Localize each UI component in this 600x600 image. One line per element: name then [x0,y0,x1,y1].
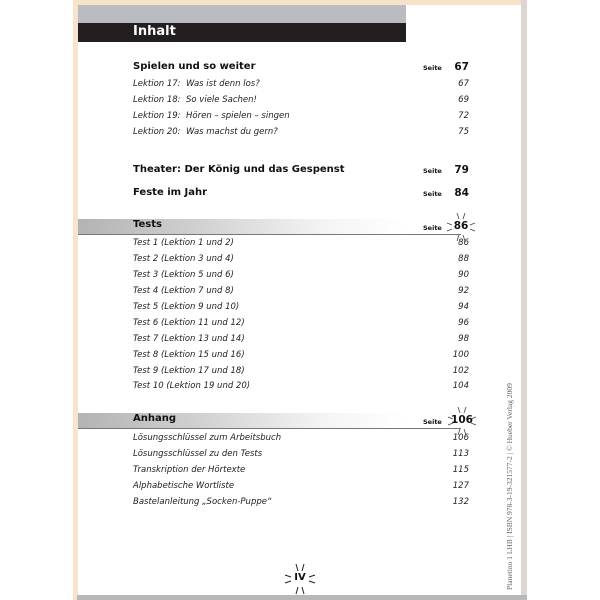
page-title: Inhalt [133,24,176,39]
item-page: 94 [458,302,469,312]
toc-item[interactable] [133,447,469,463]
section-page: 79 [454,164,469,176]
item-page: 88 [458,254,469,264]
toc-item[interactable] [133,379,469,395]
item-title: Test 9 (Lektion 17 und 18) [133,366,245,376]
lektion-label: Lektion 18: [133,95,181,105]
section-title: Theater: Der König und das Gespenst [133,164,345,175]
item-page: 86 [458,238,469,248]
toc-item[interactable] [133,268,469,284]
header-grey-band [78,5,406,23]
toc-item[interactable] [133,93,469,109]
header-black-band [78,23,406,42]
seite-label: Seite [423,167,442,175]
item-page: 106 [452,433,469,443]
toc-section-theater[interactable] [133,162,469,180]
item-page: 90 [458,270,469,280]
item-title: Alphabetische Wortliste [133,481,235,491]
tests-section-title[interactable]: Tests [133,219,162,230]
toc-item[interactable] [133,348,469,364]
toc-item[interactable] [133,431,469,447]
toc-section-feste[interactable] [133,185,469,203]
item-title: Lösungsschlüssel zu den Tests [133,449,263,459]
item-title: Test 8 (Lektion 15 und 16) [133,350,245,360]
tests-section-band [78,219,406,235]
lektion-title: Hören – spielen – singen [186,111,290,121]
toc-item[interactable] [133,479,469,495]
item-page: 132 [452,497,469,507]
lektion-title: So viele Sachen! [186,95,257,105]
toc-item[interactable] [133,236,469,252]
section-page: 67 [454,61,469,73]
seite-label: Seite [423,190,442,198]
item-title: Test 7 (Lektion 13 und 14) [133,334,245,344]
anhang-page: 106 [451,414,473,426]
toc-item[interactable] [133,109,469,125]
page-number-burst [284,563,316,595]
section-title: Spielen und so weiter [133,61,256,72]
item-page: 100 [452,350,469,360]
imprint-text: Planetino 1 LHB | ISBN 978-3-19-321577-2 | © Hueber Verlag 2009 [505,383,514,590]
item-title: Transkription der Hörtexte [133,465,246,475]
lektion-title: Was machst du gern? [186,127,278,137]
toc-item[interactable] [133,77,469,93]
item-page: 72 [458,111,469,121]
item-title: Bastelanleitung „Socken-Puppe“ [133,497,272,507]
item-page: 127 [452,481,469,491]
item-page: 92 [458,286,469,296]
page-number: IV [294,572,306,583]
item-title: Test 3 (Lektion 5 und 6) [133,270,234,280]
anhang-section-title[interactable]: Anhang [133,413,177,424]
item-page: 113 [452,449,469,459]
seite-label: Seite [423,418,442,426]
toc-item[interactable] [133,252,469,268]
toc-item[interactable] [133,463,469,479]
lektion-label: Lektion 20: [133,127,181,137]
item-page: 102 [452,366,469,376]
item-page: 98 [458,334,469,344]
item-page: 96 [458,318,469,328]
item-title: Test 6 (Lektion 11 und 12) [133,318,245,328]
toc-item[interactable] [133,364,469,380]
item-page: 69 [458,95,469,105]
tests-page: 86 [453,220,469,232]
toc-item[interactable] [133,284,469,300]
item-page: 115 [452,465,469,475]
item-title: Lösungsschlüssel zum Arbeitsbuch [133,433,282,443]
item-title: Test 10 (Lektion 19 und 20) [133,381,251,391]
item-page: 75 [458,127,469,137]
toc-item[interactable] [133,300,469,316]
page-right-edge [521,0,527,600]
item-title: Test 5 (Lektion 9 und 10) [133,302,240,312]
anhang-section-band [78,413,406,429]
seite-label: Seite [423,64,442,72]
toc-item[interactable] [133,125,469,141]
item-title: Test 2 (Lektion 3 und 4) [133,254,234,264]
lektion-title: Was ist denn los? [186,79,260,89]
lektion-label: Lektion 17: [133,79,181,89]
seite-label: Seite [423,224,442,232]
toc-section-spielen[interactable] [133,59,469,77]
item-page: 67 [458,79,469,89]
section-page: 84 [454,187,469,199]
toc-item[interactable] [133,495,469,511]
item-title: Test 1 (Lektion 1 und 2) [133,238,234,248]
item-page: 104 [452,381,469,391]
page-bottom-shadow [77,595,527,600]
section-title: Feste im Jahr [133,187,208,198]
toc-item[interactable] [133,332,469,348]
lektion-label: Lektion 19: [133,111,181,121]
item-title: Test 4 (Lektion 7 und 8) [133,286,234,296]
toc-item[interactable] [133,316,469,332]
